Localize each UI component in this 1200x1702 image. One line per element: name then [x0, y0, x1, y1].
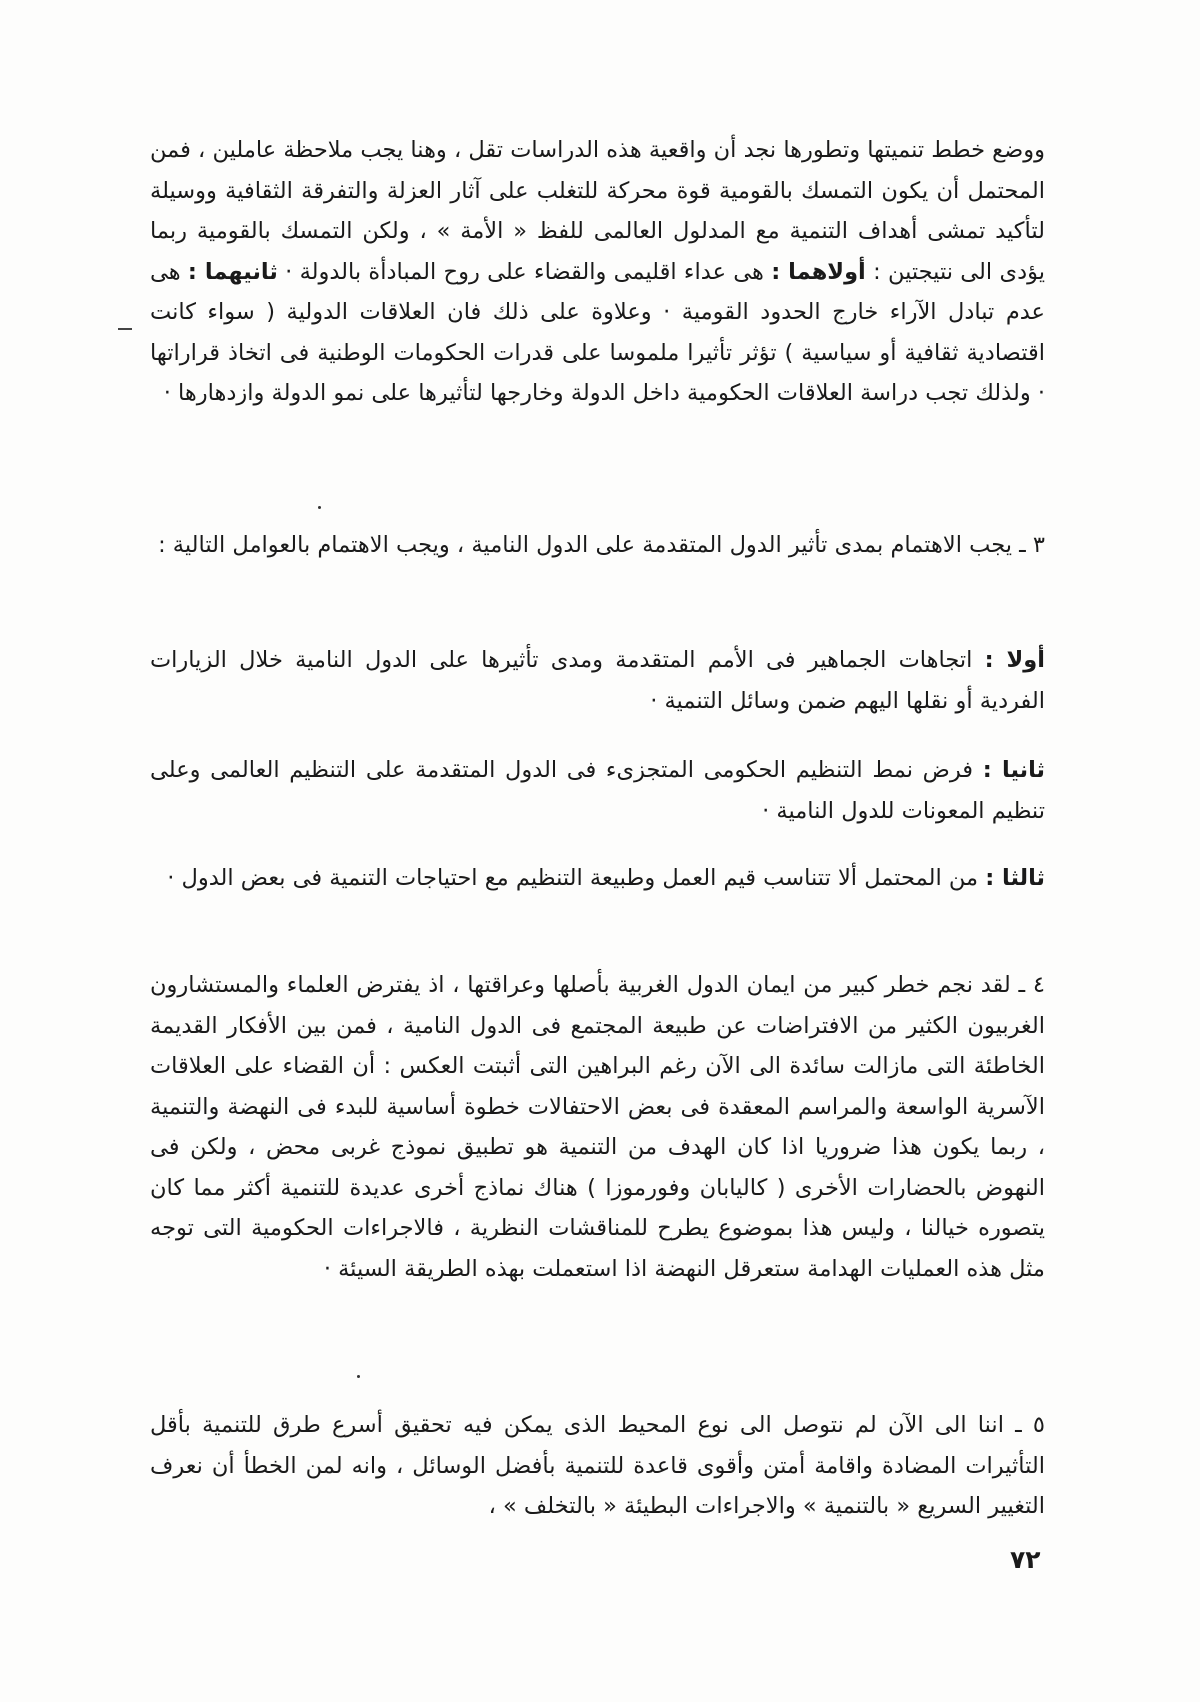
paragraph-text: هى عدم تبادل الآراء خارج الحدود القومية · وعلاوة على ذلك فان العلاقات الدولية ( سواء كانت اقتصادية ثقافية أو سياسية ) تؤثر تأثيرا ملموسا على قدرات الحكومات الوطنية فى اتخاذ قراراتها · ولذلك تجب دراسة العلاقات الحكومية داخل الدولة وخارجها لتأثيرها على نمو الدولة وازدهارها ·	[150, 258, 1045, 406]
paragraph-text: فرض نمط التنظيم الحكومى المتجزىء فى الدول المتقدمة على التنظيم العالمى وعلى تنظيم المعونات للدول النامية ·	[150, 757, 1045, 824]
paragraph-text: هى عداء اقليمى والقضاء على روح المبادأة بالدولة ·	[285, 258, 764, 285]
paragraph-continuation	[150, 130, 1045, 414]
print-dot	[357, 1375, 360, 1378]
label-second: ثانيا :	[982, 757, 1046, 783]
paragraph-factor-third	[150, 858, 1045, 899]
paragraph-text: ووضع خطط تنميتها وتطورها نجد أن واقعية هذه الدراسات تقل ، وهنا يجب ملاحظة عاملين ، فمن المحتمل أن يكون التمسك بالقومية قوة محركة للتغلب على آثار العزلة والتفرقة الثقافية ووسيلة لتأكيد تمشى أهداف التنمية مع المدلول العالمى للفظ « الأمة » ، ولكن التمسك بالقومية ربما يؤدى الى نتيجتين :	[150, 137, 1045, 285]
label-third: ثالثا :	[985, 865, 1045, 891]
paragraph-text: ٣ ـ يجب الاهتمام بمدى تأثير الدول المتقدمة على الدول النامية ، ويجب الاهتمام بالعوامل التالية :	[158, 532, 1045, 558]
print-dot	[318, 506, 321, 509]
paragraph-text: ٤ ـ لقد نجم خطر كبير من ايمان الدول الغربية بأصلها وعراقتها ، اذ يفترض العلماء والمستشارون الغربيون الكثير من الافتراضات عن طبيعة المجتمع فى الدول النامية ، فمن بين الأفكار القديمة الخاطئة التى مازالت سائدة الى الآن رغم البراهين التى أثبتت العكس : أن القضاء على العلاقات الآسرية الواسعة والمراسم المعقدة فى بعض الاحتفالات خطوة أساسية للبدء فى النهضة والتنمية ، ربما يكون هذا ضروريا اذا كان الهدف من التنمية هو تطبيق نموذج غربى محض ، ولكن فى النهوض بالحضارات الأخرى ( كاليابان وفورموزا ) هناك نماذج أخرى عديدة للتنمية أكثر مما كان يتصوره خيالنا ، وليس هذا بموضوع يطرح للمناقشات النظرية ، فالاجراءات الحكومية التى توجه مثل هذه العمليات الهدامة ستعرقل النهضة اذا استعملت بهذه الطريقة السيئة ·	[150, 972, 1045, 1282]
label-first: أولا :	[984, 647, 1045, 673]
paragraph-factor-second	[150, 750, 1045, 831]
paragraph-item-3	[150, 525, 1045, 566]
paragraph-factor-first	[150, 640, 1045, 721]
margin-mark	[118, 328, 132, 330]
paragraph-text: من المحتمل ألا تتناسب قيم العمل وطبيعة التنظيم مع احتياجات التنمية فى بعض الدول ·	[167, 865, 979, 891]
paragraph-text: اتجاهات الجماهير فى الأمم المتقدمة ومدى تأثيرها على الدول النامية خلال الزيارات الفردية أو نقلها اليهم ضمن وسائل التنمية ·	[150, 647, 1045, 714]
label-second-result: ثانيهما :	[187, 258, 278, 285]
page-number: ٧٢	[1010, 1545, 1041, 1574]
paragraph-text: ٥ ـ اننا الى الآن لم نتوصل الى نوع المحيط الذى يمكن فيه تحقيق أسرع طرق للتنمية بأقل التأثيرات المضادة واقامة أمتن وأقوى قاعدة للتنمية بأفضل الوسائل ، وانه لمن الخطأ أن نعرف التغيير السريع « بالتنمية » والاجراءات البطيئة « بالتخلف » ،	[150, 1412, 1045, 1519]
paragraph-item-4	[150, 965, 1045, 1289]
label-first-result: أولاهما :	[771, 258, 866, 285]
paragraph-item-5	[150, 1405, 1045, 1527]
